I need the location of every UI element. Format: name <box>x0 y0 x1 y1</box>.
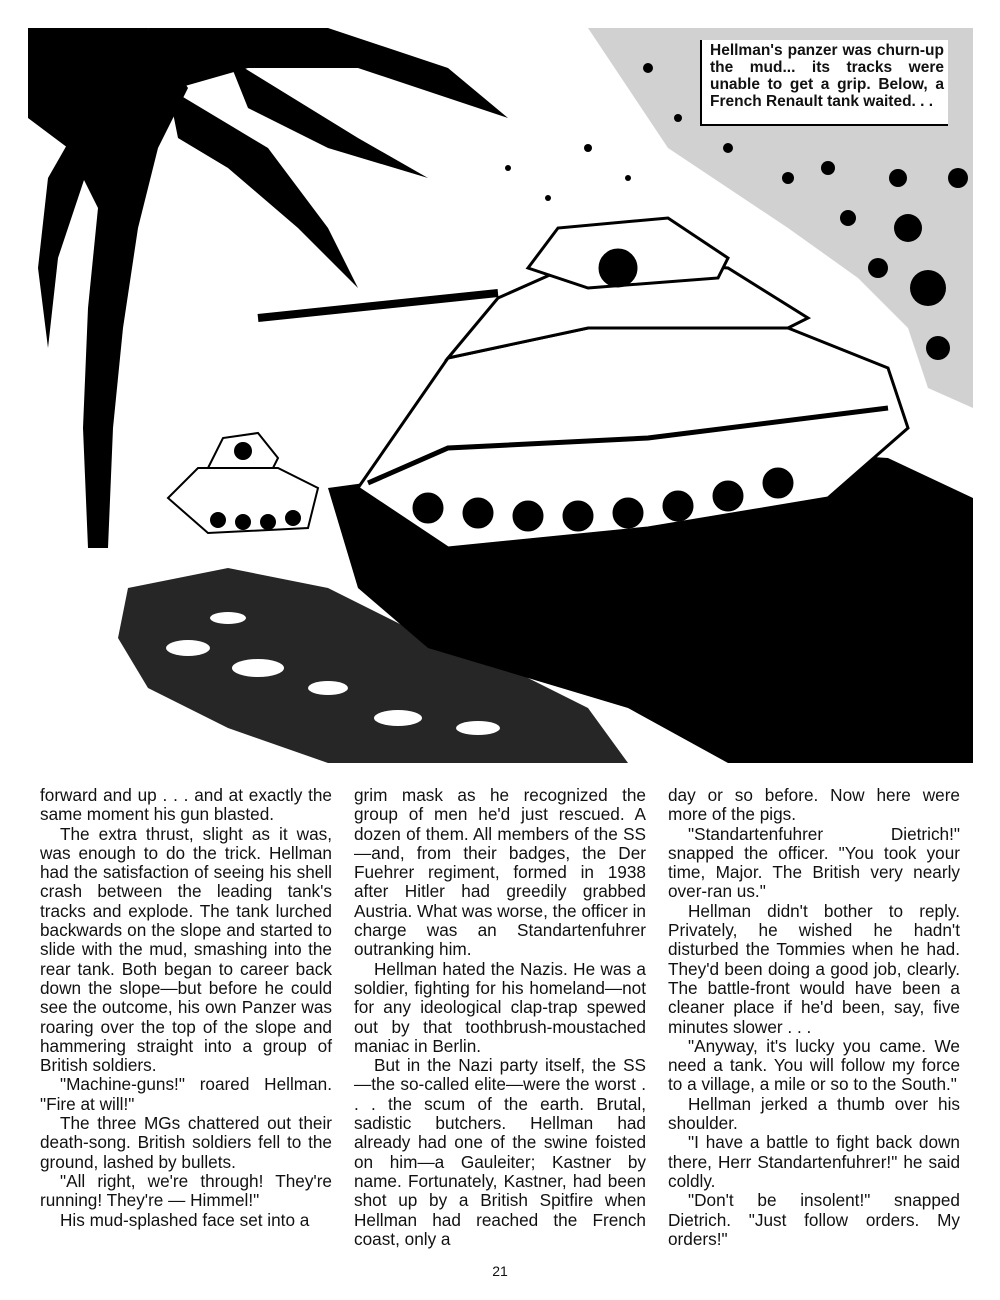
paragraph: "Don't be insolent!" snapped Dietrich. "Just follow orders. My orders!" <box>668 1190 960 1249</box>
paragraph: Hellman didn't bother to reply. Privately, he wished he hadn't disturbed the Tommies when he had. They'd been doing a good job, clearly. The battle-front would have been a cleaner place if he'd been, say, five minutes slower . . . <box>668 900 960 1037</box>
paragraph: But in the Nazi party itself, the SS—the so-called elite—were the worst . . . the scum of the earth. Brutal, sadistic butchers. Hellman had already had one of the swine foisted on him—a Gauleiter; Kastner by name. Fortunately, Kastner, had been shot up by a British Spitfire when Hellman had reached the French coast, only a <box>354 1055 646 1249</box>
comic-illustration <box>28 28 973 763</box>
column-2 <box>354 786 646 1256</box>
paragraph: "I have a battle to fight back down there, Herr Standartenfuhrer!" he said coldly. <box>668 1132 960 1191</box>
caption-box <box>700 40 948 126</box>
paragraph: day or so before. Now here were more of the pigs. <box>668 785 960 825</box>
column-1 <box>40 786 332 1256</box>
caption-text: Hellman's panzer was churn-up the mud... its tracks were unable to get a grip. Below, a French Renault tank waited. . . <box>710 42 944 110</box>
paragraph: "Machine-guns!" roared Hellman. "Fire at will!" <box>40 1074 332 1114</box>
tank-illustration-drawing <box>28 28 973 763</box>
paragraph: "All right, we're through! They're running! They're — Himmel!" <box>40 1170 332 1211</box>
paragraph: grim mask as he recognized the group of men he'd just rescued. A dozen of them. All members of the SS—and, from their badges, the Der Fuehrer regiment, formed in 1938 after Hitler had greedily grabbed Austria. What was worse, the officer in charge was an Standartenfuhrer outranking him. <box>354 785 646 960</box>
paragraph: Hellman hated the Nazis. He was a soldier, fighting for his homeland—not for any ideological clap-trap spewed out by that toothbrush-moustached maniac in Berlin. <box>354 958 646 1056</box>
column-3 <box>668 786 960 1256</box>
paragraph: His mud-splashed face set into a <box>60 1209 310 1230</box>
paragraph: Hellman jerked a thumb over his shoulder. <box>668 1093 960 1134</box>
paragraph: The three MGs chattered out their death-song. British soldiers fell to the ground, lashed by bullets. <box>40 1113 332 1172</box>
page-number: 21 <box>492 1263 508 1279</box>
paragraph: "Anyway, it's lucky you came. We need a tank. You will follow my force to a village, a mile or so to the South." <box>668 1035 960 1095</box>
article-columns <box>40 786 960 1256</box>
paragraph: The extra thrust, slight as it was, was enough to do the trick. Hellman had the satisfaction of seeing his shell crash between the leading tank's tracks and explode. The tank lurched backwards on the slope and started to slide with the mud, smashing into the rear tank. Both began to career back down the slope—but before he could see the outcome, his own Panzer was roaring over the top of the slope and hammering straight into a group of British soldiers. <box>40 823 332 1076</box>
paragraph: forward and up . . . and at exactly the same moment his gun blasted. <box>40 785 332 825</box>
paragraph: "Standartenfuhrer Dietrich!" snapped the officer. "You took your time, Major. The British very nearly over-ran us." <box>668 823 960 902</box>
